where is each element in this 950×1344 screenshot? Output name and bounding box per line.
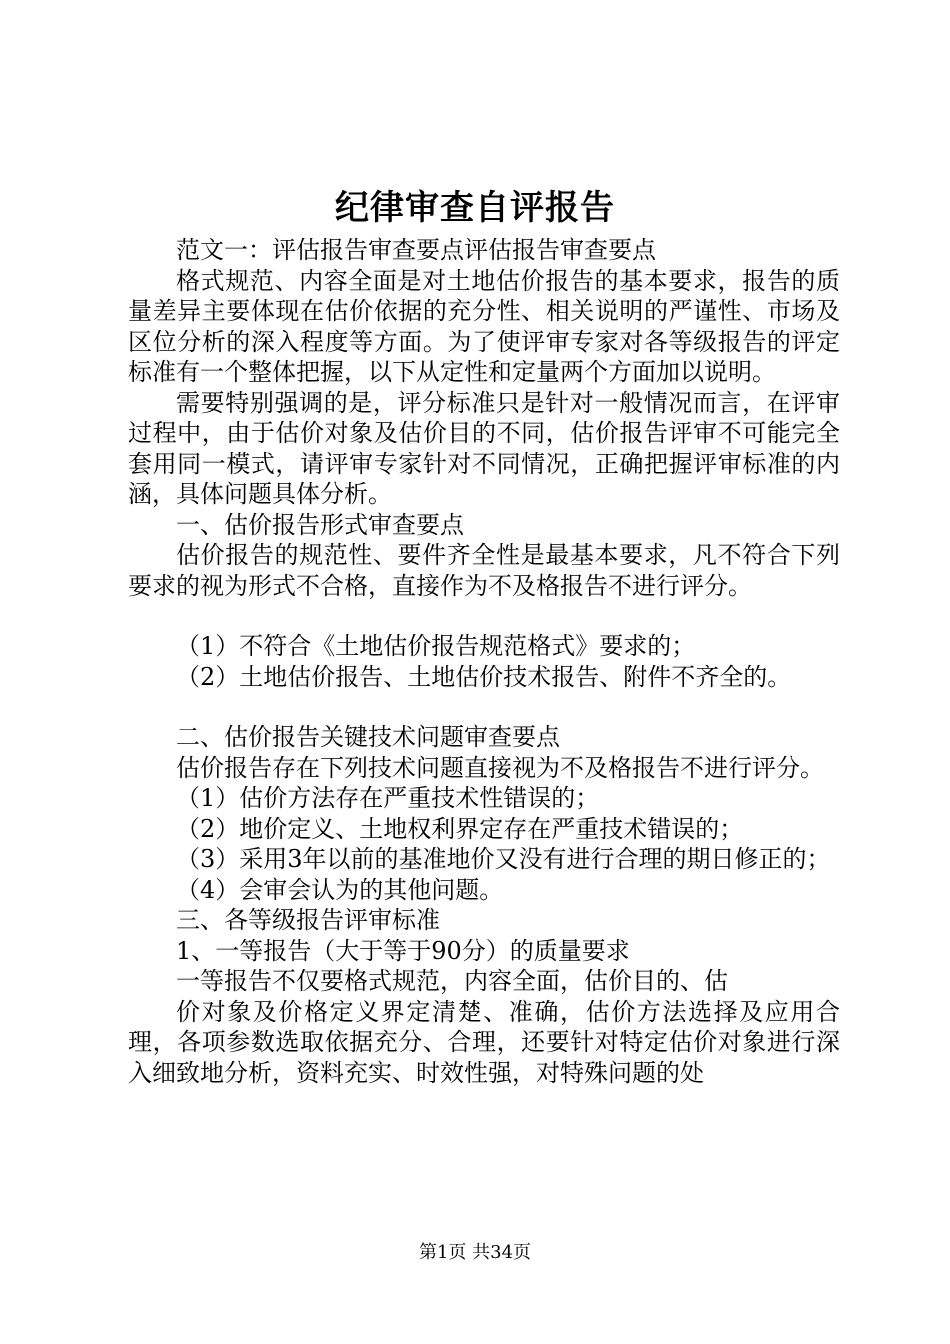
page-number: 第1页 <box>418 1242 467 1263</box>
page-footer <box>0 1241 950 1265</box>
document-body <box>128 235 840 1088</box>
subsection-heading: 1、一等报告（大于等于90分）的质量要求 <box>176 936 630 965</box>
section-heading: 二、估价报告关键技术问题审查要点 <box>176 723 560 751</box>
paragraph: 估价报告存在下列技术问题直接视为不及格报告不进行评分。 <box>176 753 824 782</box>
paragraph: 一等报告不仅要格式规范，内容全面，估价目的、估 <box>176 967 728 995</box>
list-item: （2）土地估价报告、土地估价技术报告、附件不齐全的。 <box>176 662 792 691</box>
paragraph-intro: 范文一：评估报告审查要点评估报告审查要点 <box>176 236 656 264</box>
list-item: （4）会审会认为的其他问题。 <box>176 875 504 904</box>
list-item: （2）地价定义、土地权利界定存在严重技术错误的； <box>176 814 744 843</box>
list-item: （3）采用3年以前的基准地价又没有进行合理的期日修正的； <box>176 845 831 873</box>
page-total: 共34页 <box>472 1242 532 1263</box>
list-item: （1）估价方法存在严重技术性错误的； <box>176 784 600 812</box>
section-heading: 一、估价报告形式审查要点 <box>176 510 464 539</box>
paragraph: 需要特别强调的是，评分标准只是针对一般情况而言，在评审过程中，由于估价对象及估价目的不同，估价报告评审不可能完全套用同一模式，请评审专家针对不同情况，正确把握评审标准的内涵，具体问题具体分析。 <box>128 388 840 508</box>
section-heading: 三、各等级报告评审标准 <box>176 906 440 934</box>
paragraph: 估价报告的规范性、要件齐全性是最基本要求，凡不符合下列要求的视为形式不合格，直接作为不及格报告不进行评分。 <box>128 541 840 600</box>
list-item: （1）不符合《土地估价报告规范格式》要求的； <box>176 632 696 660</box>
document-title: 纪律审查自评报告 <box>335 188 615 228</box>
paragraph: 价对象及价格定义界定清楚、准确，估价方法选择及应用合理，各项参数选取依据充分、合理，还要针对特定估价对象进行深入细致地分析，资料充实、时效性强，对特殊问题的处 <box>128 997 840 1087</box>
paragraph: 格式规范、内容全面是对土地估价报告的基本要求，报告的质量差异主要体现在估价依据的充分性、相关说明的严谨性、市场及区位分析的深入程度等方面。为了使评审专家对各等级报告的评定标准有一个整体把握，以下从定性和定量两个方面加以说明。 <box>128 266 840 386</box>
